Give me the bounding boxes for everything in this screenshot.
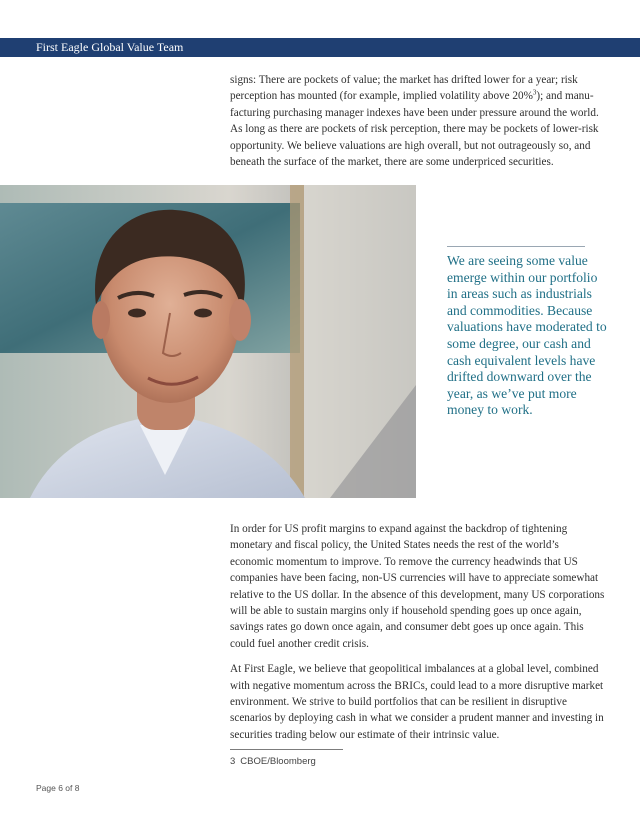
portrait-photo <box>0 185 416 498</box>
pullquote-rule <box>447 246 585 247</box>
body-paragraph-2: At First Eagle, we believe that geopolitical imbalances at a global level, combined with negative momentum across the BRICs, could lead to a more disruptive market environment. We strive to build portfolios that can be resilient in disruptive scenarios by deploying cash in what we consider a prudent manner and investing in securities trading below our estimate of their intrinsic value. <box>230 663 604 741</box>
header-title: First Eagle Global Value Team <box>36 40 184 54</box>
top-paragraph-block <box>230 72 605 170</box>
page-number: Page 6 of 8 <box>36 783 80 793</box>
footnote <box>230 756 316 768</box>
footnote-text: CBOE/Bloomberg <box>240 756 316 767</box>
body-paragraph-1: In order for US profit margins to expand against the backdrop of tightening monetary and fiscal policy, the United States needs the rest of the world’s economic momentum to improve. To remove the currency headwinds that US companies have been facing, non-US currencies will have to appreciate somewhat relative to the US dollar. In the absence of this development, many US corporations will be able to sustain margins only if household spending goes up once again, savings rates go down once again, and consumer debt goes up once again. This could fuel another credit crisis. <box>230 523 605 650</box>
top-paragraph-text-b: ); and manu-facturing purchasing manager indexes have been under pressure around the world. As long as there are pockets of risk perception, there may be pockets of lower-risk opportunity. We believe valuations are high overall, but not outrageously so, and beneath the surface of the market, there are some underpriced securities. <box>230 90 599 169</box>
top-paragraph-text-a: signs: There are pockets of value; the market has drifted lower for a year; risk perception has mounted (for example, implied volatility above 20% <box>230 74 578 103</box>
body-text-block <box>230 521 605 743</box>
footnote-number: 3 <box>230 756 236 767</box>
portrait-illustration <box>0 185 416 498</box>
footnote-rule <box>230 749 343 750</box>
header-bar <box>0 38 640 57</box>
top-paragraph <box>230 72 605 170</box>
footnote-reference[interactable]: 3 <box>532 88 537 97</box>
pullquote: We are seeing some value emerge within our portfolio in areas such as industrials and commodities. Because valuations have moderated to some degree, our cash and cash equivalent levels have drifted downward over the year, as we’ve put more money to work. <box>447 253 607 418</box>
